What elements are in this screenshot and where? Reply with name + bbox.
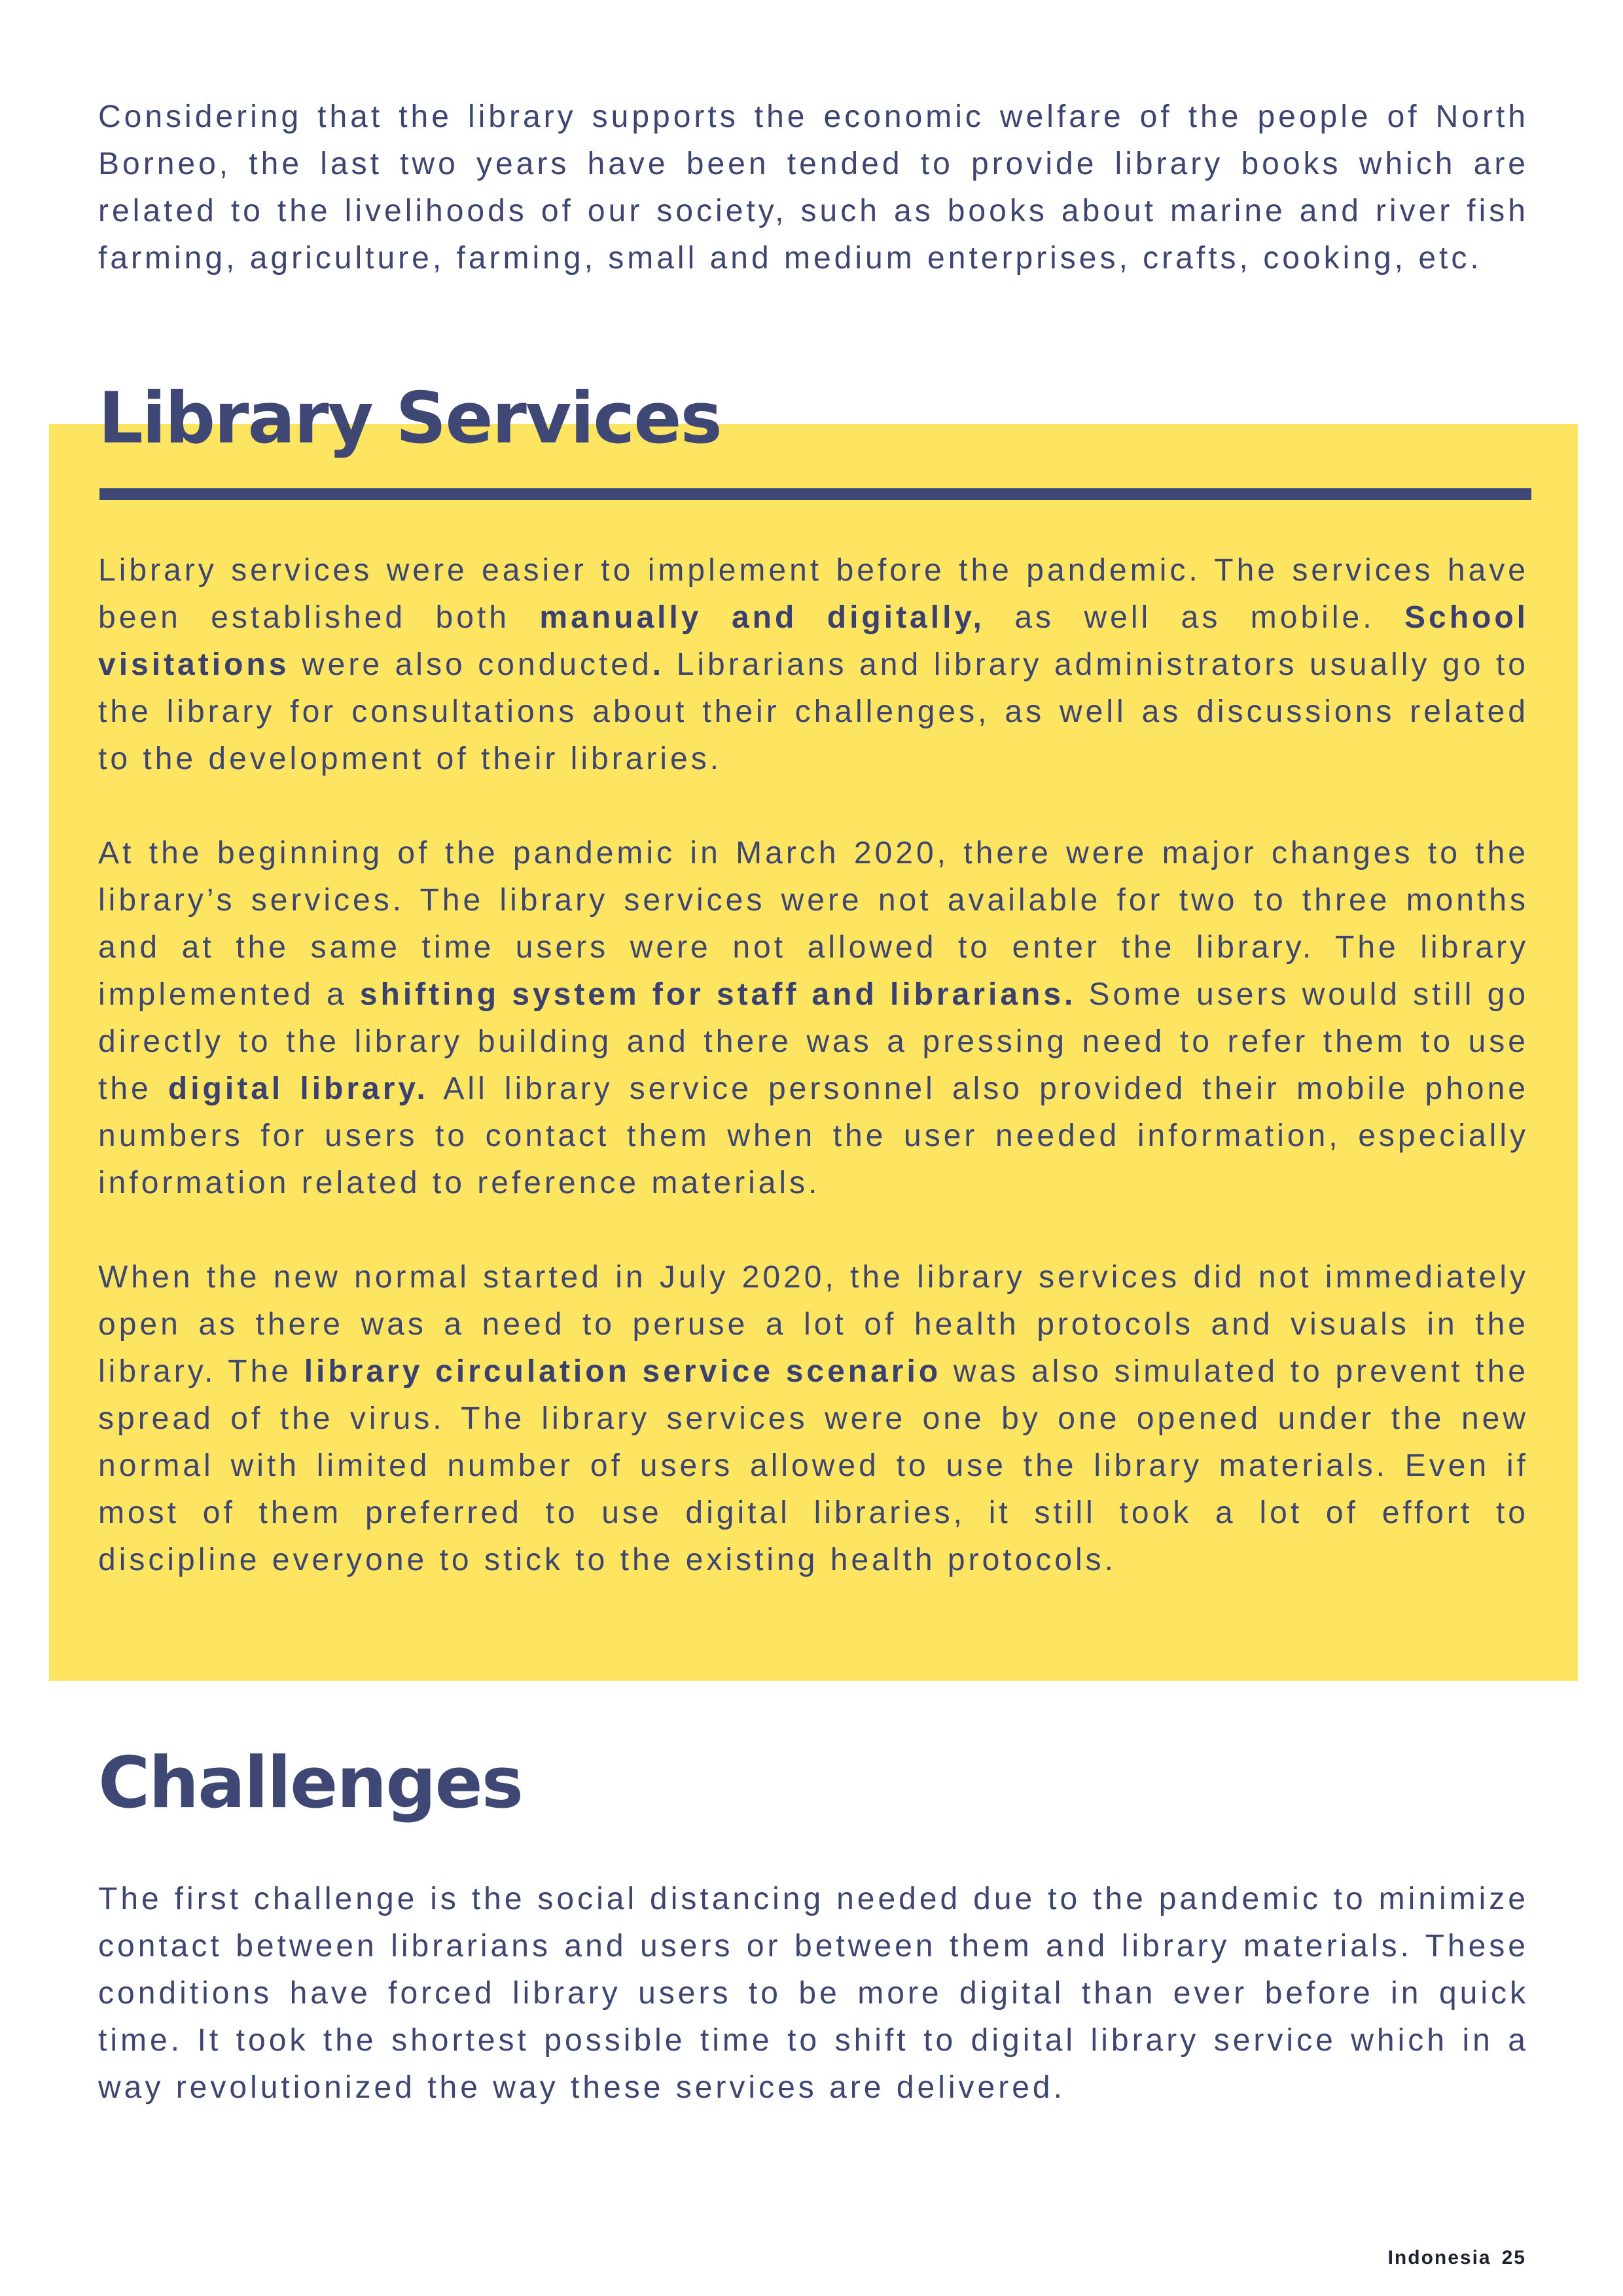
- intro-paragraph: Considering that the library supports the economic welfare of the people of North Borneo, the last two years have been tended to provide library books which are related to the livelihoods of our society, such as books about marine and river fish farming, agriculture, farming, small and medium enterprises, crafts, cooking, etc.: [98, 99, 1529, 276]
- emphasis-shifting-system: shifting system for staff and librarians.: [359, 977, 1077, 1012]
- library-services-paragraph-1: Library services were easier to implement before the pandemic. The services have been established both manually and digitally, as well as mobile. School visitations were also conducted. Librarians and library administrators usually go to the library for consultations about their challenges, as well as discussions related to the development of their libraries.: [98, 553, 1529, 776]
- section-divider: [99, 488, 1531, 500]
- library-services-heading: Library Services: [98, 378, 721, 459]
- footer-country: Indonesia: [1387, 2247, 1491, 2269]
- library-services-paragraph-3: When the new normal started in July 2020, the library services did not immediately open as there was a need to peruse a lot of health protocols and visuals in the library. The library circulation service scenario was also simulated to prevent the spread of the virus. The library services were one by one opened under the new normal with limited number of users allowed to use the library materials. Even if most of them preferred to use digital libraries, it still took a lot of effort to discipline everyone to stick to the existing health protocols.: [98, 1260, 1529, 1577]
- emphasis-school-visitations: School visitations: [98, 600, 1529, 682]
- emphasis-digital-library: digital library.: [168, 1071, 429, 1106]
- challenges-paragraph: The first challenge is the social distancing needed due to the pandemic to minimize contact between librarians and users or between them and library materials. These conditions have forced library users to be more digital than ever before in quick time. It took the shortest possible time to shift to digital library service which in a way revolutionized the way these services are delivered.: [98, 1882, 1529, 2105]
- emphasis-circulation-scenario: library circulation service scenario: [304, 1354, 942, 1389]
- challenges-heading: Challenges: [98, 1742, 523, 1824]
- emphasis-manually-digitally: manually and digitally,: [539, 600, 985, 635]
- library-services-paragraph-2: At the beginning of the pandemic in March 2020, there were major changes to the library’s services. The library services were not available for two to three months and at the same time users were not allowed to enter the library. The library implemented a shifting system for staff and librarians. Some users would still go directly to the library building and there was a pressing need to refer them to use the digital library. All library service personnel also provided their mobile phone numbers for users to contact them when the user needed information, especially information related to reference materials.: [98, 836, 1529, 1200]
- page-number: 25: [1501, 2247, 1526, 2269]
- page-footer: [1388, 2247, 1526, 2269]
